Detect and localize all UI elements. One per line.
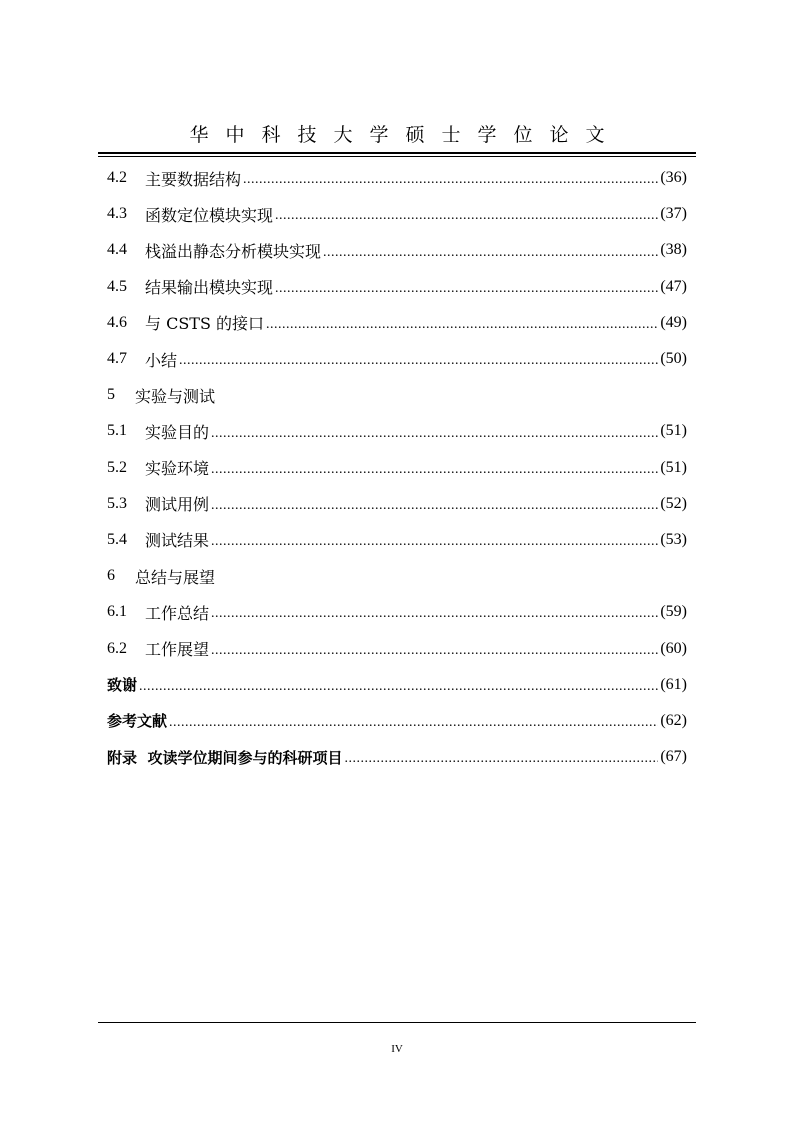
page-header-title: 华中科技大学硕士学位论文: [189, 124, 622, 146]
toc-chapter-number: 6: [107, 567, 115, 585]
footer-rule: [98, 1022, 696, 1023]
toc-page-number: (61): [660, 675, 687, 693]
toc-page-number: (67): [660, 748, 687, 766]
header-rule-thick: [98, 152, 696, 154]
toc-chapter-5[interactable]: [107, 377, 687, 413]
toc-page-number: (38): [660, 241, 687, 259]
toc-entry-4-4[interactable]: [107, 232, 687, 268]
toc-number: 5.4: [107, 530, 127, 548]
toc-title: 实验环境: [145, 459, 210, 479]
toc-page-number: (50): [660, 350, 687, 368]
toc-leader-dots: [323, 246, 658, 269]
toc-page-number: (49): [660, 313, 687, 331]
toc-title: 结果输出模块实现: [145, 278, 274, 298]
toc-number: 4.4: [107, 241, 127, 259]
toc-entry-4-6[interactable]: [107, 305, 687, 341]
toc-title: 致谢: [107, 676, 138, 695]
toc-title: 函数定位模块实现: [145, 205, 274, 225]
toc-entry-6-2[interactable]: [107, 630, 687, 666]
toc-title: 附录 攻读学位期间参与的科研项目: [107, 748, 343, 767]
toc-leader-dots: [139, 680, 658, 703]
toc-number: 4.3: [107, 205, 127, 223]
toc-number: 4.2: [107, 169, 127, 187]
toc-title: 与 CSTS 的接口: [145, 314, 265, 334]
toc-title: 参考文献: [107, 712, 168, 731]
toc-page-number: (36): [660, 169, 687, 187]
toc-entry-6-1[interactable]: [107, 594, 687, 630]
toc-title: 栈溢出静态分析模块实现: [145, 241, 322, 261]
table-of-contents: [107, 160, 687, 775]
toc-chapter-title: 总结与展望: [135, 567, 216, 587]
toc-leader-dots: [211, 463, 658, 486]
toc-entry-5-3[interactable]: [107, 486, 687, 522]
toc-title: 工作总结: [145, 603, 210, 623]
toc-leader-dots: [169, 716, 658, 739]
toc-chapter-title: 实验与测试: [135, 386, 216, 406]
header-rule-thin: [98, 156, 696, 157]
toc-number: 6.2: [107, 639, 127, 657]
toc-entry-4-7[interactable]: [107, 341, 687, 377]
toc-chapter-6[interactable]: [107, 558, 687, 594]
toc-leader-dots: [211, 427, 658, 450]
toc-title: 工作展望: [145, 640, 210, 660]
toc-entry-5-4[interactable]: [107, 522, 687, 558]
toc-entry-acknowledgements[interactable]: [107, 667, 687, 703]
toc-title: 实验目的: [145, 422, 210, 442]
toc-title: 测试用例: [145, 495, 210, 515]
toc-page-number: (62): [660, 711, 687, 729]
toc-page-number: (51): [660, 422, 687, 440]
toc-entry-4-2[interactable]: [107, 160, 687, 196]
toc-leader-dots: [275, 209, 658, 232]
toc-leader-dots: [344, 752, 658, 775]
toc-page-number: (53): [660, 530, 687, 548]
toc-leader-dots: [275, 282, 658, 305]
toc-page-number: (59): [660, 603, 687, 621]
toc-entry-appendix[interactable]: [107, 739, 687, 775]
toc-entry-5-2[interactable]: [107, 450, 687, 486]
toc-chapter-number: 5: [107, 386, 115, 404]
toc-title: 主要数据结构: [145, 169, 242, 189]
toc-page-number: (52): [660, 494, 687, 512]
toc-page-number: (37): [660, 205, 687, 223]
toc-page-number: (47): [660, 277, 687, 295]
page-number: IV: [391, 1043, 403, 1055]
toc-leader-dots: [211, 499, 658, 522]
toc-leader-dots: [211, 607, 658, 630]
toc-title: 测试结果: [145, 531, 210, 551]
toc-entry-4-3[interactable]: [107, 196, 687, 232]
toc-number: 5.1: [107, 422, 127, 440]
toc-number: 5.2: [107, 458, 127, 476]
toc-page-number: (51): [660, 458, 687, 476]
toc-title: 小结: [145, 350, 178, 370]
toc-leader-dots: [211, 535, 658, 558]
toc-number: 6.1: [107, 603, 127, 621]
toc-entry-5-1[interactable]: [107, 413, 687, 449]
toc-leader-dots: [243, 173, 658, 196]
toc-number: 5.3: [107, 494, 127, 512]
toc-number: 4.7: [107, 350, 127, 368]
toc-entry-4-5[interactable]: [107, 269, 687, 305]
toc-leader-dots: [211, 644, 658, 667]
toc-number: 4.5: [107, 277, 127, 295]
toc-leader-dots: [179, 354, 658, 377]
toc-number: 4.6: [107, 313, 127, 331]
toc-page-number: (60): [660, 639, 687, 657]
toc-leader-dots: [266, 318, 658, 341]
toc-entry-references[interactable]: [107, 703, 687, 739]
